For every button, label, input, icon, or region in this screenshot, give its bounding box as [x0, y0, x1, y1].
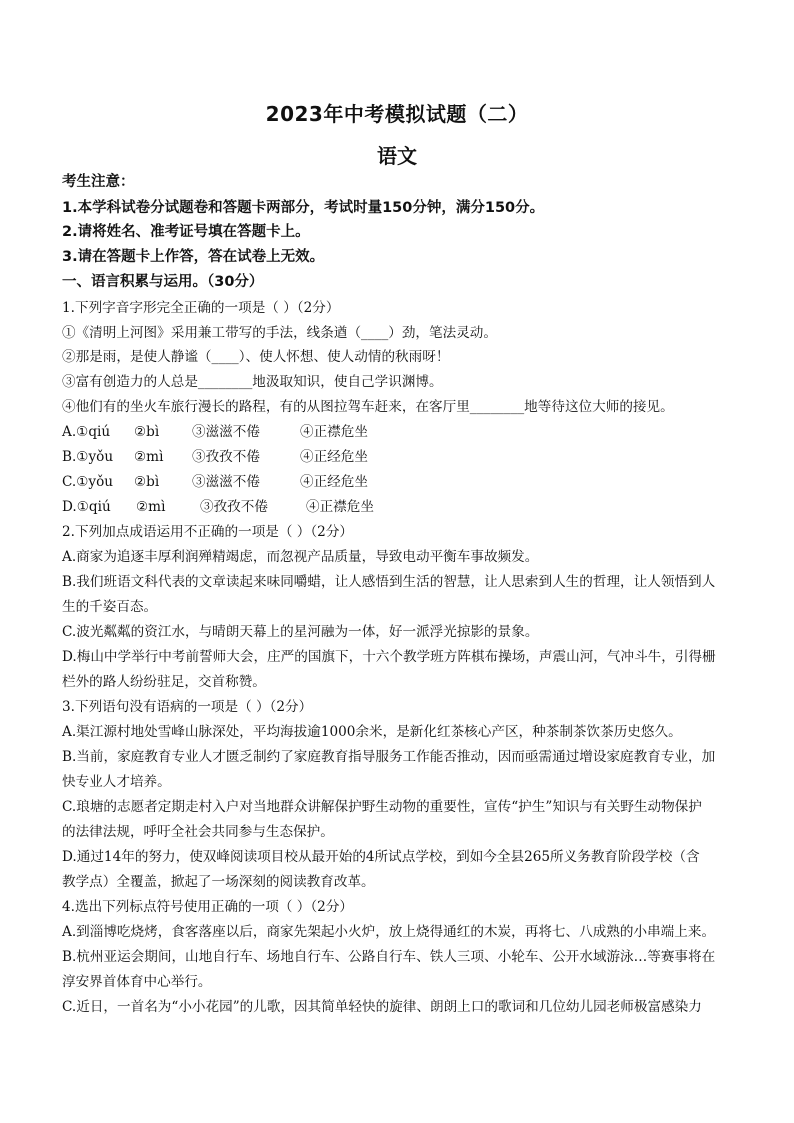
question-2-option-c: C.波光粼粼的资江水，与晴朗天幕上的星河融为一体，好一派浮光掠影的景象。 — [62, 624, 539, 640]
option-part: A.①qiú — [62, 424, 111, 440]
question-1-line: ④他们有的坐火车旅行漫长的路程，有的从图拉驾车赶来，在客厅里________地等待这位大师的接见。 — [62, 399, 674, 415]
question-2-option-b: B.我们班语文科代表的文章读起来味同嚼蜡，让人感悟到生活的智慧，让人思索到人生的哲理，让人领悟到人 — [62, 574, 716, 590]
question-4-option-b: B.杭州亚运会期间，山地自行车、场地自行车、公路自行车、铁人三项、小轮车、公开水域游泳…等赛事将在 — [62, 949, 716, 965]
question-1-option-d — [62, 497, 742, 517]
option-part: ③滋滋不倦 — [192, 474, 260, 490]
question-2-option-b-cont: 生的千姿百态。 — [62, 599, 158, 615]
notice-heading: 考生注意： — [62, 174, 135, 190]
question-4-stem: 4.选出下列标点符号使用正确的一项（ ）（2分） — [62, 899, 354, 915]
question-3-option-a: A.渠江源村地处雪峰山脉深处，平均海拔逾1000余米，是新化红茶核心产区，种茶制茶饮茶历史悠久。 — [62, 724, 682, 740]
question-1-stem: 1.下列字音字形完全正确的一项是（ ）（2分） — [62, 300, 340, 316]
question-3-option-c-cont: 的法律法规，呼吁全社会共同参与生态保护。 — [62, 824, 334, 840]
exam-title: 2023年中考模拟试题（二） — [265, 102, 529, 126]
option-part: ④正经危坐 — [300, 474, 368, 490]
question-1-line: ①《清明上河图》采用兼工带写的手法，线条遒（____）劲，笔法灵动。 — [62, 325, 497, 341]
subject-title: 语文 — [377, 144, 417, 168]
option-part: ③孜孜不倦 — [192, 449, 260, 465]
question-1-option-a — [62, 422, 742, 442]
section-heading: 一、语言积累与运用。（30分） — [62, 274, 264, 290]
notice-item: 1.本学科试卷分试题卷和答题卡两部分，考试时量150分钟，满分150分。 — [62, 200, 545, 216]
question-3-stem: 3.下列语句没有语病的一项是（ ）（2分） — [62, 699, 313, 715]
question-3-option-b-cont: 快专业人才培养。 — [62, 774, 171, 790]
option-part: B.①yǒu — [62, 449, 114, 465]
question-2-stem: 2.下列加点成语运用不正确的一项是（ ）（2分） — [62, 524, 354, 540]
question-1-option-c — [62, 472, 742, 492]
option-part: ②mì — [134, 449, 164, 465]
question-3-option-d: D.通过14年的努力，使双峰阅读项目校从最开始的4所试点学校，到如今全县265所义务教育阶段学校（含 — [62, 849, 700, 865]
question-3-option-c: C.琅塘的志愿者定期走村入户对当地群众讲解保护野生动物的重要性，宣传“护生”知识与有关野生动物保护 — [62, 799, 702, 815]
question-4-option-a: A.到淄博吃烧烤，食客落座以后，商家先架起小火炉，放上烧得通红的木炭，再将七、八成熟的小串端上来。 — [62, 924, 716, 940]
option-part: ④正襟危坐 — [306, 499, 374, 515]
notice-item: 3.请在答题卡上作答，答在试卷上无效。 — [62, 249, 325, 265]
option-part: ②bì — [134, 474, 160, 490]
notice-item: 2.请将姓名、准考证号填在答题卡上。 — [62, 224, 310, 240]
option-part: ②mì — [136, 499, 166, 515]
option-part: ②bì — [134, 424, 160, 440]
question-2-option-d: D.梅山中学举行中考前誓师大会，庄严的国旗下，十六个教学班方阵棋布操场，声震山河，气冲斗牛，引得栅 — [62, 649, 716, 665]
question-1-option-b — [62, 447, 742, 467]
question-2-option-d-cont: 栏外的路人纷纷驻足，交首称赞。 — [62, 674, 266, 690]
option-part: D.①qiú — [62, 499, 111, 515]
question-4-option-c: C.近日，一首名为“小小花园”的儿歌，因其简单轻快的旋律、朗朗上口的歌词和几位幼儿园老师极富感染力 — [62, 999, 702, 1015]
option-part: C.①yǒu — [62, 474, 114, 490]
option-part: ③孜孜不倦 — [200, 499, 268, 515]
option-part: ④正襟危坐 — [300, 424, 368, 440]
question-3-option-b: B.当前，家庭教育专业人才匮乏制约了家庭教育指导服务工作能否推动，因而亟需通过增设家庭教育专业，加 — [62, 749, 716, 765]
question-4-option-b-cont: 淳安界首体育中心举行。 — [62, 974, 212, 990]
question-1-line: ③富有创造力的人总是________地汲取知识，使自己学识渊博。 — [62, 374, 443, 390]
option-part: ④正经危坐 — [300, 449, 368, 465]
question-3-option-d-cont: 教学点）全覆盖，掀起了一场深刻的阅读教育改革。 — [62, 874, 375, 890]
option-part: ③滋滋不倦 — [192, 424, 260, 440]
question-2-option-a: A.商家为追逐丰厚利润殚精竭虑，而忽视产品质量，导致电动平衡车事故频发。 — [62, 549, 539, 565]
question-1-line: ②那是雨，是使人静谧（____）、使人怀想、使人动情的秋雨呀！ — [62, 349, 450, 365]
